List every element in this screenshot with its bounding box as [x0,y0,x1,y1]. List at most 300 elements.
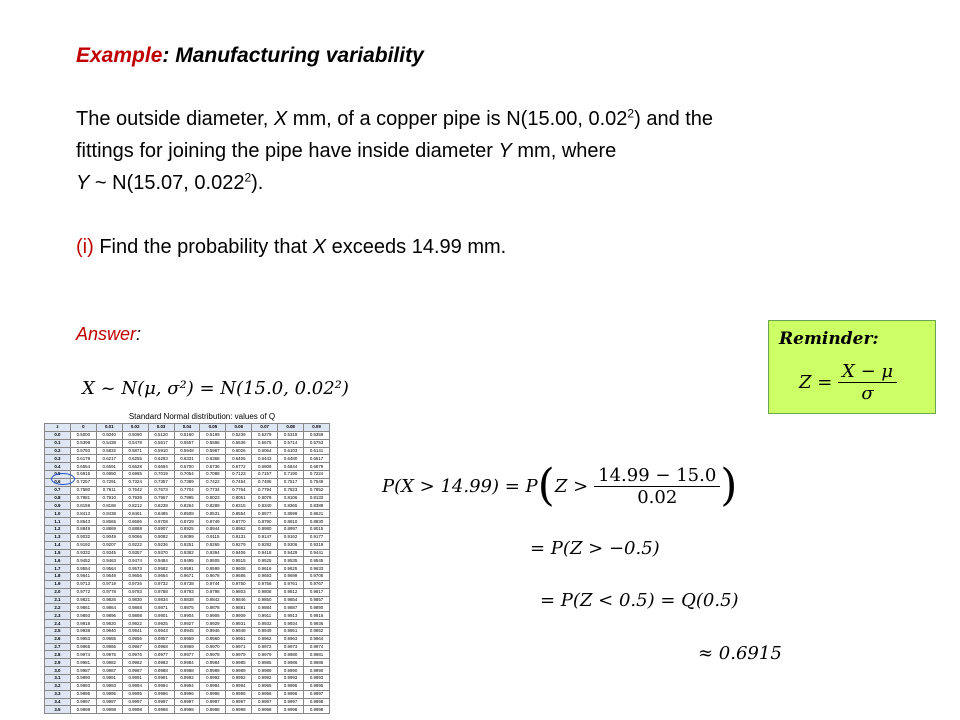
q-table-cell: 0.6517 [304,455,330,463]
q-table-cell: 0.9131 [226,533,252,541]
q-table-cell: 0.9997 [252,698,278,706]
q-table-cell: 0.9699 [278,573,304,581]
q-table-cell: 0.9984 [200,659,226,667]
q-table-cell: 0.7224 [304,471,330,479]
q-table-cell: 0.8485 [148,510,174,518]
q-table-row [45,431,330,439]
q-table-cell: 0.9625 [278,565,304,573]
q-table-title: Standard Normal distribution: values of Q [128,412,276,421]
q-table-row-header: 1.2 [45,525,71,533]
q-table-cell: 0.9998 [304,698,330,706]
q-table-cell: 0.9953 [70,635,96,643]
q-table-header-cell: z [45,424,71,432]
q-table-row [45,659,330,667]
q-table-cell: 0.9970 [200,643,226,651]
q-table-cell: 0.6772 [226,463,252,471]
q-table-cell: 0.5517 [148,439,174,447]
q-table-row [45,455,330,463]
q-table-cell: 0.9988 [148,667,174,675]
q-table-row [45,627,330,635]
q-table-cell: 0.8749 [200,518,226,526]
q-table-cell: 0.5557 [174,439,200,447]
q-table-cell: 0.9750 [226,580,252,588]
q-table-body [45,431,330,713]
q-table-cell: 0.9918 [70,620,96,628]
q-table-cell: 0.8389 [304,502,330,510]
q-table-cell: 0.9861 [70,604,96,612]
q-table-row-header: 0.8 [45,494,71,502]
q-table-row-header: 2.5 [45,627,71,635]
q-table-cell: 0.7580 [70,486,96,494]
q-table-cell: 0.9946 [200,627,226,635]
q-table-cell: 0.9940 [96,627,122,635]
q-table-cell: 0.9115 [200,533,226,541]
q-table-cell: 0.9893 [70,612,96,620]
q-table-cell: 0.8830 [304,518,330,526]
step-2: = P(Z > −0.5) [530,538,660,559]
q-table-row [45,690,330,698]
q-table-cell: 0.6844 [278,463,304,471]
q-table-cell: 0.6026 [226,447,252,455]
q-table-cell: 0.9957 [148,635,174,643]
reminder-label: Reminder: [779,329,879,349]
q-table-cell: 0.6700 [174,463,200,471]
q-table-cell: 0.9992 [174,675,200,683]
q-table-cell: 0.9985 [252,659,278,667]
q-table-row [45,651,330,659]
superscript: 2 [627,106,635,121]
q-table-cell: 0.8289 [200,502,226,510]
q-table-cell: 0.9525 [252,557,278,565]
q-table-cell: 0.9319 [304,541,330,549]
q-table-row [45,667,330,675]
q-table-cell: 0.9901 [148,612,174,620]
q-table-cell: 0.7642 [122,486,148,494]
q-table-cell: 0.7190 [278,471,304,479]
q-table-cell: 0.5398 [70,439,96,447]
q-table-cell: 0.5438 [96,439,122,447]
answer-colon: : [136,324,142,344]
q-table-cell: 0.9898 [122,612,148,620]
q-table-cell: 0.6480 [278,455,304,463]
q-table-header-cell: 0.01 [96,424,122,432]
q-table-cell: 0.9990 [304,667,330,675]
q-table-cell: 0.8810 [278,518,304,526]
q-table-cell: 0.9938 [70,627,96,635]
q-table-cell: 0.9997 [96,698,122,706]
q-table-row [45,682,330,690]
q-table-cell: 0.5910 [148,447,174,455]
q-table-cell: 0.6406 [226,455,252,463]
q-table-cell: 0.7967 [148,494,174,502]
q-table-row [45,518,330,526]
q-table-cell: 0.9788 [148,588,174,596]
problem-text: The outside diameter, [76,108,274,130]
q-table-cell: 0.7611 [96,486,122,494]
q-table-header-cell: 0.04 [174,424,200,432]
q-table-cell: 0.9998 [304,706,330,714]
q-table-cell: 0.5359 [304,431,330,439]
superscript: 2 [244,170,252,185]
q-table-cell: 0.9997 [278,698,304,706]
q-table-cell: 0.9909 [226,612,252,620]
q-table-cell: 0.9966 [96,643,122,651]
q-table-row-header: 0.0 [45,431,71,439]
q-table-cell: 0.5871 [122,447,148,455]
q-table-cell: 0.9986 [278,659,304,667]
q-table-cell: 0.9906 [200,612,226,620]
q-table-cell: 0.9616 [252,565,278,573]
q-table-cell: 0.7257 [70,478,96,486]
q-table-row [45,471,330,479]
q-table-cell: 0.9943 [148,627,174,635]
q-table-row-header: 2.2 [45,604,71,612]
q-table-cell: 0.7054 [174,471,200,479]
q-table-cell: 0.6103 [278,447,304,455]
q-table-row-header: 0.4 [45,463,71,471]
q-table-cell: 0.8925 [174,525,200,533]
q-table-row [45,447,330,455]
q-table-row [45,612,330,620]
q-table-cell: 0.5478 [122,439,148,447]
q-table-cell: 0.9573 [122,565,148,573]
q-table-cell: 0.9890 [304,604,330,612]
q-table-row-header: 2.1 [45,596,71,604]
q-table-cell: 0.9032 [70,533,96,541]
q-table-cell: 0.8869 [96,525,122,533]
highlight-circle [51,473,75,485]
q-table-cell: 0.8051 [226,494,252,502]
q-table-cell: 0.7764 [226,486,252,494]
q-table [44,423,330,714]
q-table-cell: 0.9857 [304,596,330,604]
q-table-cell: 0.9996 [278,690,304,698]
q-table-cell: 0.9994 [148,682,174,690]
q-table-cell: 0.9984 [174,659,200,667]
part-i [76,236,506,259]
q-table-cell: 0.7517 [278,478,304,486]
q-table-row-header: 0.1 [45,439,71,447]
q-table-cell: 0.8365 [278,502,304,510]
q-table-cell: 0.9916 [304,612,330,620]
q-table-cell: 0.9726 [122,580,148,588]
step-3: = P(Z < 0.5) = Q(0.5) [540,590,739,611]
q-table-cell: 0.9251 [174,541,200,549]
q-table-row [45,706,330,714]
q-table-cell: 0.9991 [96,675,122,683]
q-table-cell: 0.9332 [70,549,96,557]
q-table-cell: 0.9977 [148,651,174,659]
q-table-row [45,675,330,683]
q-table-cell: 0.7157 [252,471,278,479]
q-table-cell: 0.9911 [252,612,278,620]
q-table-cell: 0.9920 [96,620,122,628]
q-table-cell: 0.9997 [174,698,200,706]
problem-line-2 [76,140,616,163]
q-table-header-cell: 0.06 [226,424,252,432]
q-table-cell: 0.6985 [122,471,148,479]
q-table-cell: 0.9997 [122,698,148,706]
q-table-cell: 0.9972 [252,643,278,651]
q-table-cell: 0.8023 [200,494,226,502]
q-table-row [45,565,330,573]
q-table-cell: 0.8133 [304,494,330,502]
q-table-cell: 0.7422 [200,478,226,486]
q-table-row-header: 1.1 [45,518,71,526]
q-table-row [45,604,330,612]
q-table-header-cell: 0 [70,424,96,432]
step-1 [382,456,737,516]
part-i-text: exceeds 14.99 mm. [326,236,507,258]
q-table-row-header: 2.9 [45,659,71,667]
q-table-header-cell: 0.09 [304,424,330,432]
q-table-cell: 0.9994 [200,682,226,690]
q-table-cell: 0.9830 [122,596,148,604]
q-table-row-header: 1.8 [45,573,71,581]
q-table-cell: 0.9826 [96,596,122,604]
q-table-row [45,635,330,643]
q-table-cell: 0.9641 [70,573,96,581]
q-table-cell: 0.9686 [226,573,252,581]
q-table-cell: 0.9969 [174,643,200,651]
q-table-cell: 0.9995 [252,682,278,690]
q-table-cell: 0.9996 [226,690,252,698]
q-table-cell: 0.9904 [174,612,200,620]
q-table-cell: 0.9099 [174,533,200,541]
q-table-cell: 0.9965 [70,643,96,651]
q-table-row-header: 1.7 [45,565,71,573]
q-table-cell: 0.9979 [226,651,252,659]
q-table-cell: 0.9996 [200,690,226,698]
q-table-cell: 0.9850 [252,596,278,604]
q-table-cell: 0.6179 [70,455,96,463]
title-suffix: : Manufacturing variability [162,44,424,67]
q-table-cell: 0.9441 [304,549,330,557]
q-table-cell: 0.9998 [148,706,174,714]
q-table-cell: 0.9871 [148,604,174,612]
q-table-cell: 0.8531 [200,510,226,518]
reminder-fraction [838,361,897,404]
q-table-cell: 0.9049 [96,533,122,541]
q-table-row-header: 1.0 [45,510,71,518]
q-table-cell: 0.9997 [200,698,226,706]
q-table-row-header: 0.9 [45,502,71,510]
q-table-cell: 0.5319 [278,431,304,439]
q-table-cell: 0.9798 [200,588,226,596]
q-table-cell: 0.8315 [226,502,252,510]
q-table-cell: 0.9949 [252,627,278,635]
q-table-cell: 0.9982 [122,659,148,667]
q-table-cell: 0.8340 [252,502,278,510]
q-table-cell: 0.5832 [96,447,122,455]
q-table-cell: 0.7823 [278,486,304,494]
q-table-cell: 0.9236 [148,541,174,549]
q-table-row [45,698,330,706]
q-table-cell: 0.9927 [174,620,200,628]
q-table-row [45,439,330,447]
q-table-cell: 0.5239 [226,431,252,439]
q-table-cell: 0.6664 [148,463,174,471]
q-table-row [45,478,330,486]
q-table-cell: 0.9591 [174,565,200,573]
q-table-cell: 0.8413 [70,510,96,518]
q-table-cell: 0.9418 [252,549,278,557]
q-table-cell: 0.9973 [278,643,304,651]
q-table-cell: 0.9495 [174,557,200,565]
q-table-cell: 0.8643 [70,518,96,526]
q-table-cell: 0.9834 [148,596,174,604]
q-table-cell: 0.9608 [226,565,252,573]
q-table-cell: 0.5636 [226,439,252,447]
q-table-cell: 0.9990 [278,667,304,675]
q-table-cell: 0.9732 [148,580,174,588]
q-table-row-header: 1.5 [45,549,71,557]
reminder-lhs: Z = [799,372,833,393]
q-table-cell: 0.9515 [226,557,252,565]
q-table-cell: 0.9929 [200,620,226,628]
q-table-cell: 0.9345 [96,549,122,557]
reminder-numerator: X − μ [842,361,894,382]
q-table-row [45,463,330,471]
q-table-row [45,573,330,581]
q-table-cell: 0.9474 [122,557,148,565]
q-table-cell: 0.9222 [122,541,148,549]
q-table-row-header: 3.5 [45,706,71,714]
q-table-cell: 0.9959 [174,635,200,643]
title-prefix: Example [76,44,163,67]
q-table-cell: 0.9554 [70,565,96,573]
q-table-cell: 0.8962 [226,525,252,533]
q-table-cell: 0.9983 [148,659,174,667]
q-table-row-header: 2.8 [45,651,71,659]
q-table-cell: 0.9989 [252,667,278,675]
var-x: X [312,236,327,258]
q-table-cell: 0.9998 [96,706,122,714]
q-table-cell: 0.9015 [304,525,330,533]
q-table-cell: 0.9998 [174,706,200,714]
answer-label [76,324,141,345]
q-table-cell: 0.9991 [148,675,174,683]
q-table-cell: 0.9671 [174,573,200,581]
q-table-cell: 0.5948 [174,447,200,455]
q-table-cell: 0.9987 [122,667,148,675]
q-table-cell: 0.5080 [122,431,148,439]
q-table-cell: 0.9394 [200,549,226,557]
q-table-cell: 0.8907 [148,525,174,533]
q-table-cell: 0.9993 [70,682,96,690]
q-table-cell: 0.9993 [278,675,304,683]
q-table-cell: 0.7357 [148,478,174,486]
q-table-cell: 0.9936 [304,620,330,628]
q-table-cell: 0.9778 [96,588,122,596]
q-table-cell: 0.9406 [226,549,252,557]
problem-text: ). [251,172,264,194]
q-table-cell: 0.7995 [174,494,200,502]
part-i-text: Find the probability that [93,236,313,258]
q-table-cell: 0.9564 [96,565,122,573]
q-table-cell: 0.9463 [96,557,122,565]
q-table-cell: 0.9706 [304,573,330,581]
q-table-row [45,502,330,510]
q-table-cell: 0.8212 [122,502,148,510]
q-table-cell: 0.9808 [252,588,278,596]
step-4: ≈ 0.6915 [698,643,782,664]
q-table-cell: 0.9279 [226,541,252,549]
q-table-row [45,643,330,651]
q-table-cell: 0.8438 [96,510,122,518]
q-table-cell: 0.9982 [96,659,122,667]
q-table-cell: 0.9995 [70,690,96,698]
q-table-cell: 0.9979 [252,651,278,659]
q-table-cell: 0.7454 [226,478,252,486]
q-table-cell: 0.9992 [252,675,278,683]
q-table-cell: 0.9998 [278,706,304,714]
problem-text: ) and the [634,108,714,130]
q-table-cell: 0.9961 [226,635,252,643]
q-table-cell: 0.8980 [252,525,278,533]
q-table-cell: 0.5199 [200,431,226,439]
q-table-cell: 0.9884 [252,604,278,612]
q-table-cell: 0.8106 [278,494,304,502]
q-table-cell: 0.9997 [148,698,174,706]
q-table-row [45,541,330,549]
q-table-cell: 0.9956 [122,635,148,643]
q-table-cell: 0.9192 [70,541,96,549]
q-table-cell: 0.9719 [96,580,122,588]
q-table-row-header: 2.4 [45,620,71,628]
q-table-cell: 0.5753 [304,439,330,447]
q-table-cell: 0.9887 [278,604,304,612]
q-table-cell: 0.9633 [304,565,330,573]
q-table-cell: 0.9995 [304,682,330,690]
q-table-cell: 0.9931 [226,620,252,628]
q-table-cell: 0.8186 [96,502,122,510]
q-table-cell: 0.8264 [174,502,200,510]
reminder-formula [799,361,897,404]
q-table-cell: 0.9986 [304,659,330,667]
q-table-cell: 0.9996 [174,690,200,698]
q-table-cell: 0.7852 [304,486,330,494]
q-table-cell: 0.9842 [200,596,226,604]
q-table-cell: 0.6736 [200,463,226,471]
q-table-cell: 0.9998 [252,706,278,714]
q-table-cell: 0.8997 [278,525,304,533]
var-x: X [273,108,288,130]
q-table-cell: 0.9993 [304,675,330,683]
right-paren: ) [720,460,738,511]
q-table-cell: 0.9783 [122,588,148,596]
q-table-cell: 0.9932 [252,620,278,628]
q-table-cell: 0.9429 [278,549,304,557]
q-table-cell: 0.8238 [148,502,174,510]
q-table-cell: 0.9948 [226,627,252,635]
q-table-cell: 0.8790 [252,518,278,526]
problem-text: fittings for joining the pipe have inside diameter [76,140,499,162]
q-table-cell: 0.9988 [174,667,200,675]
q-table-row [45,486,330,494]
q-table-cell: 0.9812 [278,588,304,596]
q-table-cell: 0.9945 [174,627,200,635]
q-table-cell: 0.9756 [252,580,278,588]
q-table-cell: 0.9987 [70,667,96,675]
q-table-cell: 0.8888 [122,525,148,533]
q-table-cell: 0.9995 [96,690,122,698]
q-table-cell: 0.9991 [122,675,148,683]
q-table-cell: 0.9955 [96,635,122,643]
q-table-cell: 0.9997 [226,698,252,706]
q-table-cell: 0.9306 [278,541,304,549]
q-table-cell: 0.9967 [122,643,148,651]
